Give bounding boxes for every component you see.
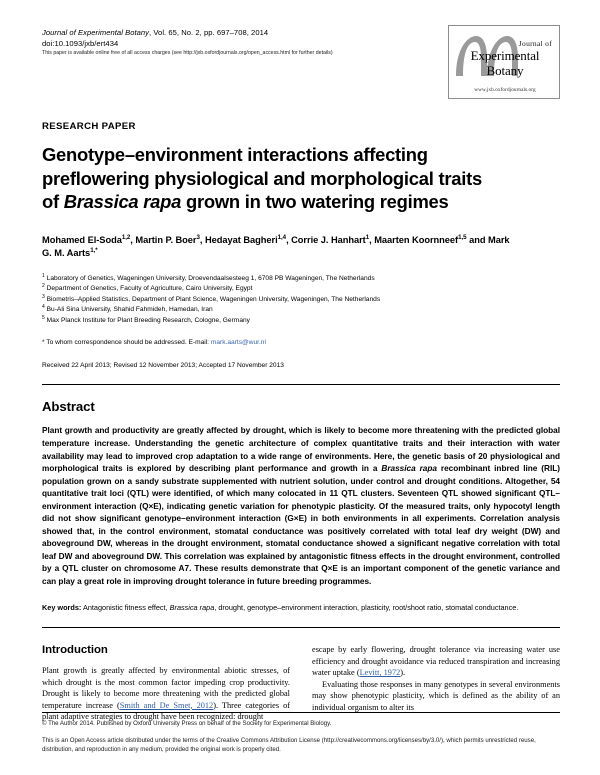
author-affiliation-marker: 1,2 xyxy=(121,233,131,241)
masthead xyxy=(42,27,560,99)
author-name: Martin P. Boer xyxy=(135,234,197,245)
affiliation-text: Laboratory of Genetics, Wageningen University, Droevendaalsesteeg 1, 6708 PB Wageningen, The Netherlands xyxy=(46,274,375,282)
introduction-right-text-part-2: ). xyxy=(400,668,406,678)
affiliation-text: Biometris–Applied Statistics, Department of Plant Science, Wageningen University, Wageningen, The Netherlands xyxy=(46,295,381,303)
affiliation-marker: 4 xyxy=(42,304,45,311)
author-entry xyxy=(135,235,205,245)
page-footer xyxy=(42,712,560,755)
license-notice: This is an Open Access article distributed under the terms of the Creative Commons Attribution License (http://creativecommons.org/licenses/by/3.0/), which permits unrestricted reuse, distribution, and reproduction in any medium, provided the original work is properly cited. xyxy=(42,736,536,754)
author-name: and Mark G. M. Aarts xyxy=(42,234,510,258)
journal-logo xyxy=(448,25,560,99)
footer-divider xyxy=(42,712,560,713)
author-separator: , xyxy=(130,234,136,245)
abstract-species-name: Brassica rapa xyxy=(381,464,437,474)
affiliation-item xyxy=(42,284,512,295)
corresponding-author-email-link[interactable]: mark.aarts@wur.nl xyxy=(210,339,266,347)
affiliation-item xyxy=(42,274,512,285)
author-separator: , xyxy=(286,234,292,245)
title-part-1: Genotype–environment interactions affecting preflowering physiological and morphological traits of xyxy=(42,144,482,212)
introduction-right-paragraph-2-text: Evaluating those responses in many genotypes in several environments may show phenotypic plasticity, which is defined as the ability of an individual organism to alter its xyxy=(312,679,560,712)
introduction-heading: Introduction xyxy=(42,643,108,656)
keywords-part-1: Antagonistic fitness effect, xyxy=(81,602,170,612)
affiliation-marker: 3 xyxy=(42,293,45,300)
doi-line: doi:10.1093/jxb/ert434 xyxy=(42,39,119,48)
logo-line-journal-of: Journal of xyxy=(518,39,552,48)
author-entry xyxy=(42,235,135,245)
affiliation-marker: 1 xyxy=(42,272,45,279)
introduction-text-part-2: ). Three categories of plant adaptive strategies to drought have been recognized: drought xyxy=(42,700,291,722)
introduction-paragraph-continued xyxy=(312,644,560,679)
open-access-availability-line: This paper is available online free of all access charges (see http://jxb.oxfordjournals.org/open_access.html for further details) xyxy=(42,50,333,56)
abstract-text-part-1: Plant growth and productivity are greatly affected by drought, which is likely to become more threatening with the predicted global temperature increase. Understanding the genetic architecture of complex quantitative traits and their interaction with water availability may lead to improved crop adaptation to a wide range of environments. Here, the genetic basis of 20 physiological and morphological traits is explored by describing plant performance and growth in a xyxy=(42,426,560,474)
author-name: Maarten Koornneef xyxy=(374,234,459,245)
author-affiliation-marker: 1,5 xyxy=(458,233,467,241)
logo-website-url: www.jxb.oxfordjournals.org xyxy=(474,87,536,93)
title-part-2: grown in two watering regimes xyxy=(181,191,449,212)
abstract-body xyxy=(42,425,560,588)
logo-line-experimental: Experimental xyxy=(470,48,540,63)
author-name: Corrie J. Hanhart xyxy=(291,234,366,245)
keywords-line xyxy=(42,602,560,613)
abstract-text-part-2: recombinant inbred line (RIL) population grown on a sandy substrate supplemented with nutrient solution, under control and drought conditions. Altogether, 54 quantitative trait loci (QTL) were identified, of which many colocated in 11 QTL clusters. Seventeen QTL showed significant QTL–environment interaction (Q×E), indicating genetic variation for phenotypic plasticity. Of the measured traits, only hypocotyl length did not show significant genotype–environment interaction (G×E) in both environments in all experiments. Correlation analysis showed that, in the control environment, stomatal conductance was positively correlated with total leaf dry weight (DW) and aboveground DW, whereas in the drought environment, stomatal conductance showed a significant negative correlation with total leaf DW and aboveground DW. This correlation was explained by antagonistic fitness effects in the drought environment, controlled by a QTL cluster on chromosome A7. These results demonstrate that Q×E is an important component of the genetic variance and can play a great role in improving drought tolerance in future breeding programmes. xyxy=(42,464,560,587)
correspondence-note xyxy=(42,338,560,348)
affiliation-text: Bu-Ali Sina University, Shahid Fahmideh, Hamedan, Iran xyxy=(46,306,213,314)
affiliation-item xyxy=(42,295,512,306)
abstract-divider xyxy=(42,627,560,628)
page-content xyxy=(42,27,560,723)
citation-link[interactable]: Smith and De Smet, 2012 xyxy=(119,700,214,710)
title-species-name: Brassica rapa xyxy=(63,191,182,212)
author-affiliation-marker: 3 xyxy=(196,233,200,241)
affiliation-item xyxy=(42,305,512,316)
header-divider xyxy=(42,384,560,385)
author-name: Hedayat Bagheri xyxy=(204,234,278,245)
author-affiliation-marker: 1,4 xyxy=(277,233,287,241)
author-entry xyxy=(291,235,374,245)
keywords-label: Key words: xyxy=(42,602,82,612)
journal-name: Journal of Experimental Botany xyxy=(42,28,150,37)
author-entry xyxy=(205,235,291,245)
citation-link[interactable]: Levitt, 1972 xyxy=(359,668,401,678)
affiliation-text: Department of Genetics, Faculty of Agriculture, Cairo University, Egypt xyxy=(46,285,253,293)
submission-dates: Received 22 April 2013; Revised 12 November 2013; Accepted 17 November 2013 xyxy=(42,362,284,370)
page-title xyxy=(42,143,482,214)
correspondence-text: * To whom correspondence should be addressed. E-mail: xyxy=(42,339,211,347)
introduction-text-part-1: Plant growth is greatly affected by environmental abiotic stresses, of which drought is the most common factor impeding crop productivity. Drought is likely to become more threatening with the predicted global temperature increase ( xyxy=(42,665,290,710)
journal-citation-line xyxy=(42,27,382,38)
keywords-species-name: Brassica rapa xyxy=(169,602,215,612)
author-name: Mohamed El-Soda xyxy=(42,234,122,245)
affiliation-marker: 5 xyxy=(42,314,45,321)
author-separator: , xyxy=(199,234,205,245)
abstract-heading: Abstract xyxy=(42,399,95,415)
affiliation-marker: 2 xyxy=(42,282,45,289)
journal-volume-pages: , Vol. 65, No. 2, pp. 697–708, 2014 xyxy=(149,28,269,37)
masthead-citation-block xyxy=(42,27,382,58)
introduction-right-text-part-1: escape by early flowering, drought tolerance via increasing water use efficiency and drought avoidance via reduced transpiration and increasing water uptake ( xyxy=(312,644,560,678)
affiliation-item xyxy=(42,316,512,327)
copyright-notice: © The Author 2014. Published by Oxford University Press on behalf of the Society for Experimental Biology. xyxy=(42,720,332,727)
affiliation-list xyxy=(42,274,512,327)
author-list xyxy=(42,234,512,261)
author-separator: , xyxy=(369,234,375,245)
author-affiliation-marker: 1 xyxy=(365,233,370,241)
article-type-label: RESEARCH PAPER xyxy=(42,121,136,132)
keywords-part-2: , drought, genotype–environment interaction, plasticity, root/shoot ratio, stomatal conductance. xyxy=(214,602,519,612)
author-affiliation-marker: 1,* xyxy=(90,246,98,254)
logo-wordmark xyxy=(449,39,560,78)
author-entry xyxy=(374,235,469,245)
logo-line-botany: Botany xyxy=(486,63,524,78)
introduction-paragraph-2 xyxy=(312,679,560,714)
affiliation-text: Max Planck Institute for Plant Breeding Research, Cologne, Germany xyxy=(46,316,250,324)
